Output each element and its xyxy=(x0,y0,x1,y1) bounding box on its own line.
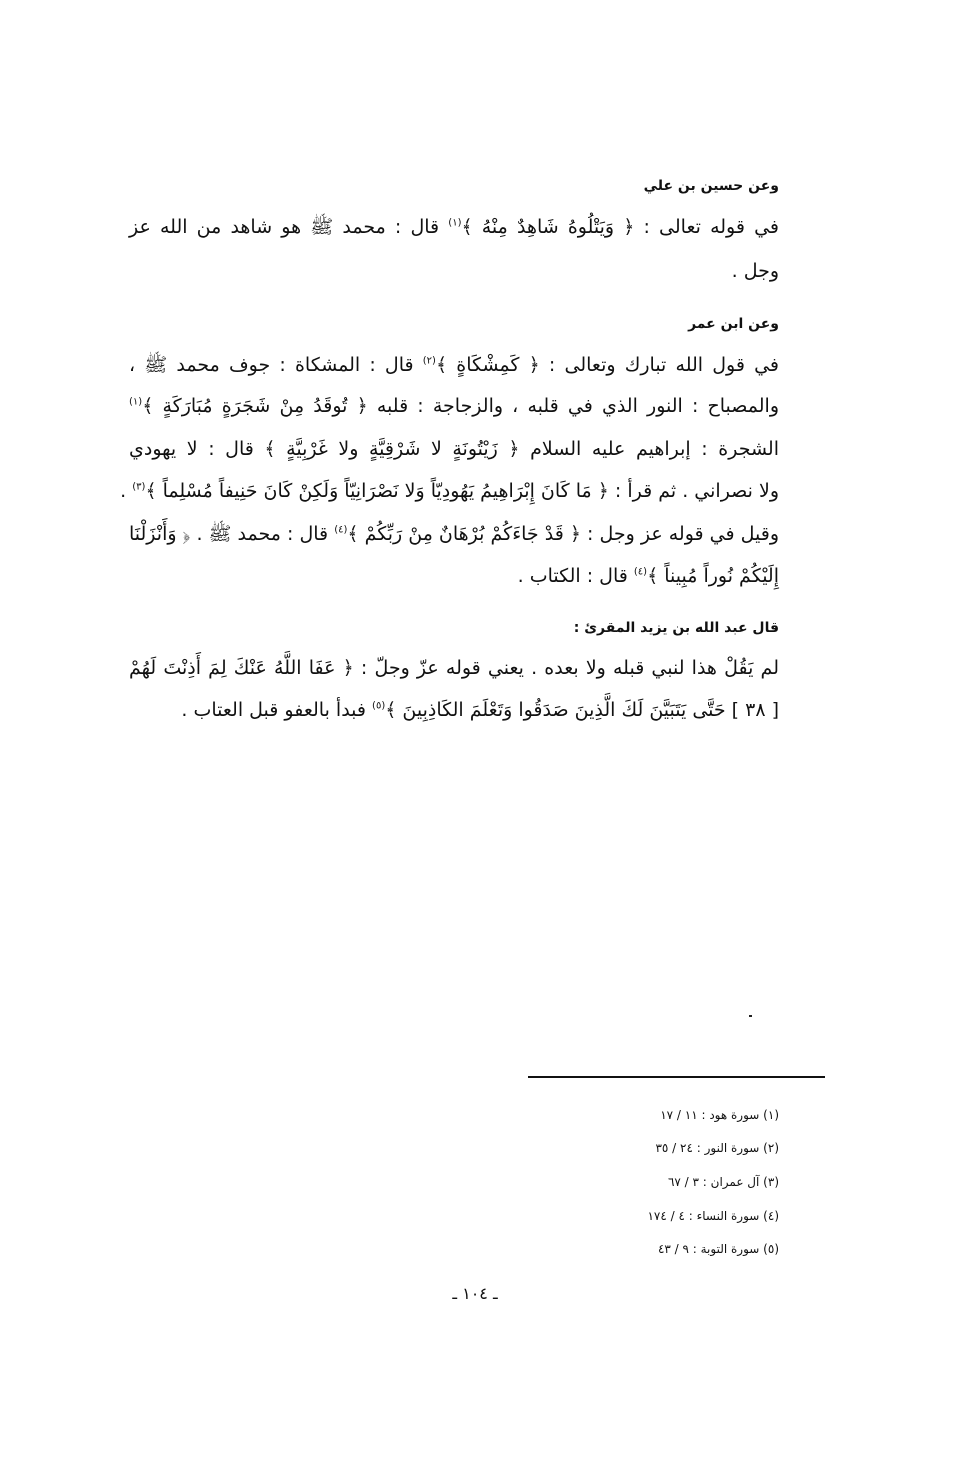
footnote-marker: (٢) xyxy=(422,355,436,367)
text-line: وقيل في قوله عز وجل : ﴿ قَدْ جَاءَكُمْ بُرْهَانٌ مِنْ رَبِّكُمْ ﴾$^{(٤)}$ قال : محمد ﷺ . ﴿ وَأَنْزَلْنَا xyxy=(129,523,779,545)
section-title: وعن حسين بن علي xyxy=(643,178,779,194)
stray-mark xyxy=(749,1015,752,1017)
footnote-marker: (١) xyxy=(448,217,462,229)
text-line: في قوله تعالى : ﴿ وَيَتْلُوهُ شَاهِدٌ مِنْهُ ﴾$^{(١)}$ قال : محمد ﷺ هو شاهد من الله عز xyxy=(129,216,780,238)
footnote: (٣) آل عمران : ٣ / ٦٧ xyxy=(667,1175,779,1189)
text-line: ولا نصراني . ثم قرأ : ﴿ مَا كَانَ إِبْرَاهِيمُ يَهُودِيّاً وَلا نَصْرَانِيّاً وَلَكِنْ كَانَ حَنِيفاً مُسْلِماً ﴾$^{(٣)}$ . xyxy=(120,480,779,502)
text-line: لم يَقُلْ هذا لنبي قبله ولا بعده . يعني قوله عزّ وجلّ : ﴿ عَفَا اللَّهُ عَنْكَ لِمَ أَذِنْتَ لَهُمْ xyxy=(129,657,779,679)
footnote-divider xyxy=(528,1076,825,1078)
page-number: ـ ١٠٤ ـ xyxy=(452,1284,498,1303)
text-line: إِلَيْكُمْ نُوراً مُبِيناً ﴾$^{(٤)}$ قال : الكتاب . xyxy=(517,565,779,587)
footnote-marker: (٣) xyxy=(132,481,146,493)
text-line: [ ٣٨ ] حَتَّى يَتَبَيَّنَ لَكَ الَّذِينَ صَدَقُوا وَتَعْلَمَ الكَاذِبِينَ ﴾$^{(٥)}$ فبدأ بالعفو قبل العتاب . xyxy=(181,699,779,721)
text-line: والمصباح : النور الذي في قلبه ، والزجاجة : قلبه ﴿ تُوقَدُ مِنْ شَجَرَةٍ مُبَارَكَةٍ ﴾$^{(١)}$ xyxy=(129,395,779,417)
footnote-marker: (٤) xyxy=(334,524,348,536)
footnote-marker: (٤) xyxy=(633,566,648,578)
footnote: (٢) سورة النور : ٢٤ / ٣٥ xyxy=(655,1141,779,1155)
section-title: وعن ابن عمر xyxy=(688,316,779,332)
footnote: (٤) سورة النساء : ٤ / ١٧٤ xyxy=(647,1209,779,1223)
footnote: (١) سورة هود : ١١ / ١٧ xyxy=(660,1108,779,1122)
text-line: الشجرة : إبراهيم عليه السلام ﴿ زَيْتُونَةٍ لا شَرْقِيَّةٍ ولا غَرْبِيَّةٍ ﴾ قال : لا يهودي xyxy=(129,438,779,460)
footnote: (٥) سورة التوبة : ٩ / ٤٣ xyxy=(657,1242,779,1256)
footnote-marker: (٥) xyxy=(372,700,386,712)
text-line: في قول الله تبارك وتعالى : ﴿ كَمِشْكَاةٍ ﴾$^{(٢)}$ قال : المشكاة : جوف محمد ﷺ ، xyxy=(129,354,779,376)
section-title: قال عبد الله بن يزيد المقرئ : xyxy=(573,620,779,636)
text-line: وجل . xyxy=(731,260,779,282)
footnote-marker: (١) xyxy=(129,396,143,408)
